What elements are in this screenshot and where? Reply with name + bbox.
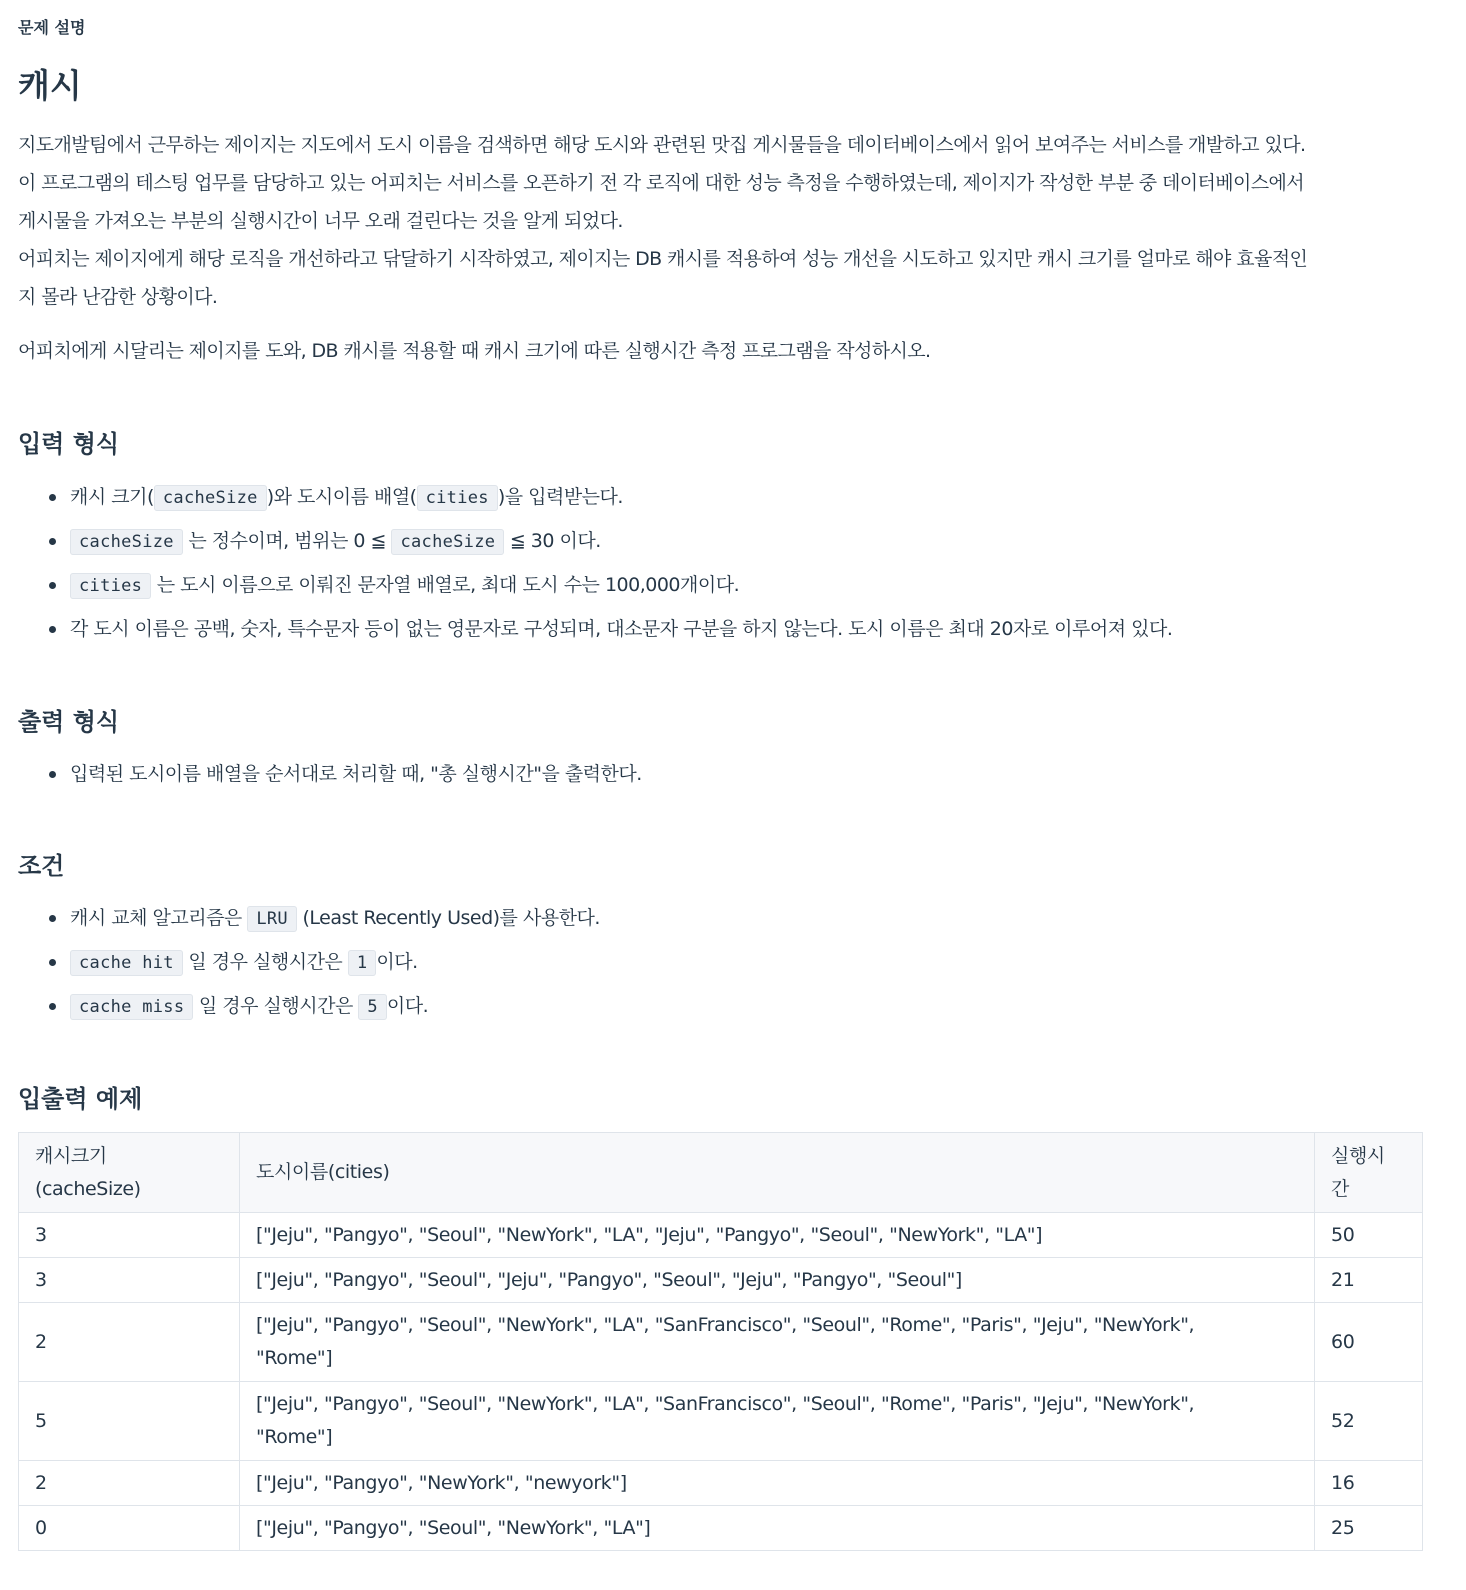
inline-code: cities	[70, 573, 151, 599]
table-row	[19, 1461, 1423, 1506]
intro-line: 어피치는 제이지에게 해당 로직을 개선하라고 닦달하기 시작하였고, 제이지는 DB 캐시를 적용하여 성능 개선을 시도하고 있지만 캐시 크기를 얼마로 해야 효율적인	[18, 248, 1308, 270]
cell-time: 60	[1315, 1303, 1423, 1382]
cell-time: 50	[1315, 1213, 1423, 1258]
inline-code: 1	[348, 950, 377, 976]
list-item: 캐시 크기( cacheSize )와 도시이름 배열( cities )을 입력받는다.	[18, 475, 1172, 519]
inline-code: LRU	[247, 906, 297, 932]
table-row	[19, 1213, 1423, 1258]
cell-time: 52	[1315, 1382, 1423, 1461]
table-row	[19, 1303, 1423, 1382]
output-format-heading: 출력 형식	[18, 708, 120, 736]
cell-time: 25	[1315, 1506, 1423, 1551]
cell-cities: ["Jeju", "Pangyo", "Seoul", "NewYork", "LA", "SanFrancisco", "Seoul", "Rome", "Paris", "Jeju", "NewYork", "Rome"]	[240, 1382, 1315, 1461]
intro-line: 이 프로그램의 테스팅 업무를 담당하고 있는 어피치는 서비스를 오픈하기 전 각 로직에 대한 성능 측정을 수행하였는데, 제이지가 작성한 부분 중 데이터베이스에서	[18, 172, 1304, 194]
output-format-list	[18, 752, 642, 796]
cell-cities: ["Jeju", "Pangyo", "Seoul", "Jeju", "Pangyo", "Seoul", "Jeju", "Pangyo", "Seoul"]	[240, 1258, 1315, 1303]
conditions-heading: 조건	[18, 852, 65, 880]
cell-size: 5	[19, 1382, 240, 1461]
table-header-row	[19, 1133, 1423, 1213]
intro-line: 지 몰라 난감한 상황이다.	[18, 286, 218, 308]
cell-size: 3	[19, 1213, 240, 1258]
cell-size: 3	[19, 1258, 240, 1303]
list-item: cache hit 일 경우 실행시간은 1 이다.	[18, 940, 600, 984]
cell-size: 2	[19, 1461, 240, 1506]
cell-cities: ["Jeju", "Pangyo", "Seoul", "NewYork", "LA", "Jeju", "Pangyo", "Seoul", "NewYork", "LA"]	[240, 1213, 1315, 1258]
input-format-list	[18, 475, 1172, 651]
conditions-list	[18, 896, 600, 1028]
inline-code: cache hit	[70, 950, 183, 976]
list-item: cacheSize 는 정수이며, 범위는 0 ≦ cacheSize ≦ 30 이다.	[18, 519, 1172, 563]
table-row	[19, 1258, 1423, 1303]
inline-code: cacheSize	[391, 529, 504, 555]
section-label: 문제 설명	[18, 18, 86, 37]
intro-line: 어피치에게 시달리는 제이지를 도와, DB 캐시를 적용할 때 캐시 크기에 따른 실행시간 측정 프로그램을 작성하시오.	[18, 340, 931, 362]
cell-cities: ["Jeju", "Pangyo", "Seoul", "NewYork", "LA", "SanFrancisco", "Seoul", "Rome", "Paris", "Jeju", "NewYork", "Rome"]	[240, 1303, 1315, 1382]
cell-size: 0	[19, 1506, 240, 1551]
cell-time: 21	[1315, 1258, 1423, 1303]
cell-time: 16	[1315, 1461, 1423, 1506]
intro-line: 지도개발팀에서 근무하는 제이지는 지도에서 도시 이름을 검색하면 해당 도시와 관련된 맛집 게시물들을 데이터베이스에서 읽어 보여주는 서비스를 개발하고 있다.	[18, 134, 1306, 156]
list-item: cities 는 도시 이름으로 이뤄진 문자열 배열로, 최대 도시 수는 100,000개이다.	[18, 563, 1172, 607]
intro-line: 게시물을 가져오는 부분의 실행시간이 너무 오래 걸린다는 것을 알게 되었다.	[18, 210, 623, 232]
cell-cities: ["Jeju", "Pangyo", "Seoul", "NewYork", "LA"]	[240, 1506, 1315, 1551]
table-row	[19, 1382, 1423, 1461]
header-cache-size: 캐시크기 (cacheSize)	[19, 1133, 240, 1213]
cell-cities: ["Jeju", "Pangyo", "NewYork", "newyork"]	[240, 1461, 1315, 1506]
input-format-heading: 입력 형식	[18, 430, 120, 458]
list-item: cache miss 일 경우 실행시간은 5 이다.	[18, 984, 600, 1028]
inline-code: cities	[417, 485, 498, 511]
table-row	[19, 1506, 1423, 1551]
header-cities: 도시이름(cities)	[240, 1133, 1315, 1213]
header-time: 실행시 간	[1315, 1133, 1423, 1213]
page-title: 캐시	[18, 66, 82, 105]
intro-text	[18, 126, 1458, 370]
inline-code: 5	[358, 994, 387, 1020]
examples-table	[18, 1132, 1423, 1551]
inline-code: cache miss	[70, 994, 193, 1020]
list-item: 입력된 도시이름 배열을 순서대로 처리할 때, "총 실행시간"을 출력한다.	[18, 752, 642, 796]
cell-size: 2	[19, 1303, 240, 1382]
list-item: 각 도시 이름은 공백, 숫자, 특수문자 등이 없는 영문자로 구성되며, 대소문자 구분을 하지 않는다. 도시 이름은 최대 20자로 이루어져 있다.	[18, 607, 1172, 651]
inline-code: cacheSize	[154, 485, 267, 511]
inline-code: cacheSize	[70, 529, 183, 555]
examples-heading: 입출력 예제	[18, 1085, 143, 1113]
list-item: 캐시 교체 알고리즘은 LRU (Least Recently Used)를 사용한다.	[18, 896, 600, 940]
